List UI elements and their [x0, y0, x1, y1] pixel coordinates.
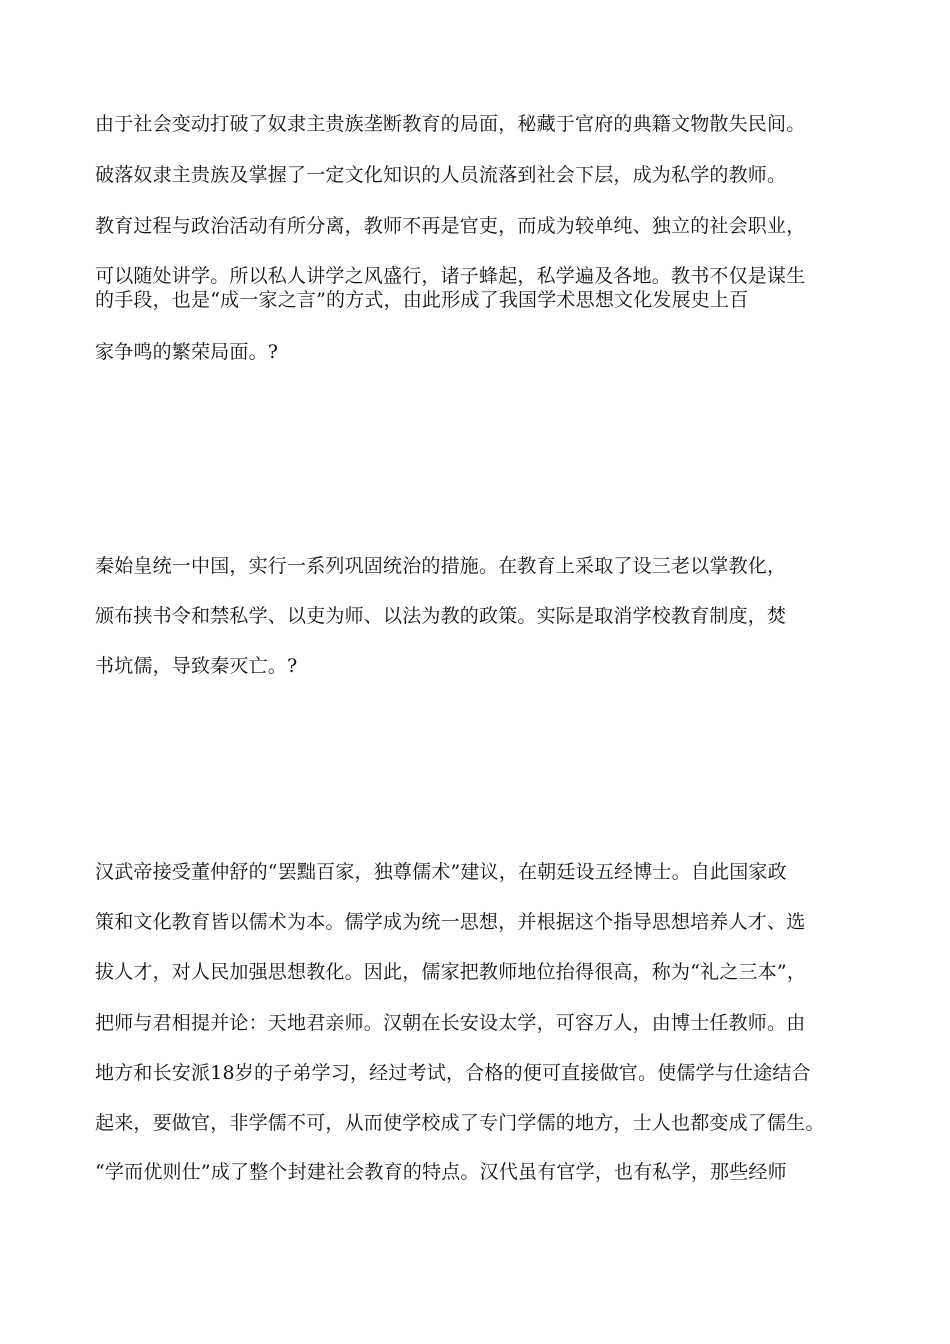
text-line: “学而优则仕”成了整个封建社会教育的特点。汉代虽有官学，也有私学，那些经师 — [95, 1161, 787, 1183]
text-line: 拔人才，对人民加强思想教化。因此，儒家把教师地位抬得很高，称为“礼之三本”， — [95, 961, 807, 983]
text-line: 教育过程与政治活动有所分离，教师不再是官吏，而成为较单纯、独立的社会职业， — [95, 215, 806, 237]
text-line: 地方和长安派18岁的子弟学习，经过考试，合格的便可直接做官。使儒学与仕途结合 — [95, 1062, 811, 1084]
text-line: 策和文化教育皆以儒术为本。儒学成为统一思想，并根据这个指导思想培养人才、选 — [95, 911, 806, 933]
text-line: 破落奴隶主贵族及掌握了一定文化知识的人员流落到社会下层，成为私学的教师。 — [95, 164, 787, 186]
text-line: 把师与君相提并论：天地君亲师。汉朝在长安设太学，可容万人，由博士任教师。由 — [95, 1012, 806, 1034]
text-line: 书坑儒，导致秦灭亡。? — [95, 655, 298, 677]
text-line: 由于社会变动打破了奴隶主贵族垄断教育的局面，秘藏于官府的典籍文物散失民间。 — [95, 113, 806, 135]
text-line: 可以随处讲学。所以私人讲学之风盛行，诸子蜂起，私学遍及各地。教书不仅是谋生 — [95, 265, 806, 287]
text-line: 秦始皇统一中国，实行一系列巩固统治的措施。在教育上采取了设三老以掌教化， — [95, 555, 787, 577]
text-line: 的手段，也是“成一家之言”的方式，由此形成了我国学术思想文化发展史上百 — [95, 289, 749, 311]
text-line: 家争鸣的繁荣局面。? — [95, 341, 279, 363]
text-line: 起来，要做官，非学儒不可，从而使学校成了专门学儒的地方，士人也都变成了儒生。 — [95, 1112, 825, 1134]
text-line: 颁布挟书令和禁私学、以吏为师、以法为教的政策。实际是取消学校教育制度，焚 — [95, 605, 787, 627]
text-line: 汉武帝接受董仲舒的“罢黜百家，独尊儒术”建议，在朝廷设五经博士。自此国家政 — [95, 861, 787, 883]
